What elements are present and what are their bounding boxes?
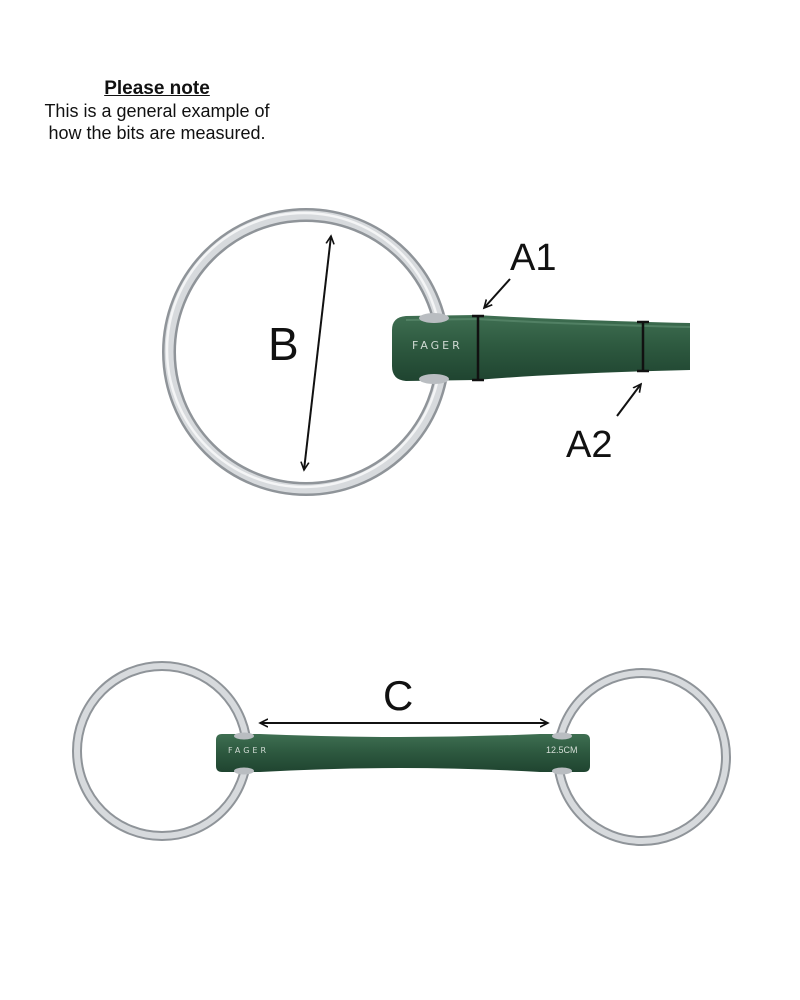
brand-engraving-top: FAGER	[412, 339, 463, 352]
full-mouthpiece	[216, 733, 590, 775]
note-title: Please note	[104, 78, 210, 99]
thickness-a2-label: A2	[566, 424, 613, 466]
note-line-2: how the bits are measured.	[48, 123, 266, 143]
thickness-a1-arrow	[484, 279, 510, 308]
thickness-a1-label: A1	[510, 237, 557, 279]
brand-engraving-bottom: FAGER	[228, 746, 270, 755]
note-line-1: This is a general example of	[44, 101, 270, 121]
size-engraving: 12.5CM	[546, 745, 578, 755]
ring-diameter-label: B	[268, 318, 299, 370]
mouthpiece-width-label: C	[383, 672, 414, 719]
ring-diameter-arrow	[304, 236, 331, 470]
thickness-a2-arrow	[617, 384, 641, 416]
